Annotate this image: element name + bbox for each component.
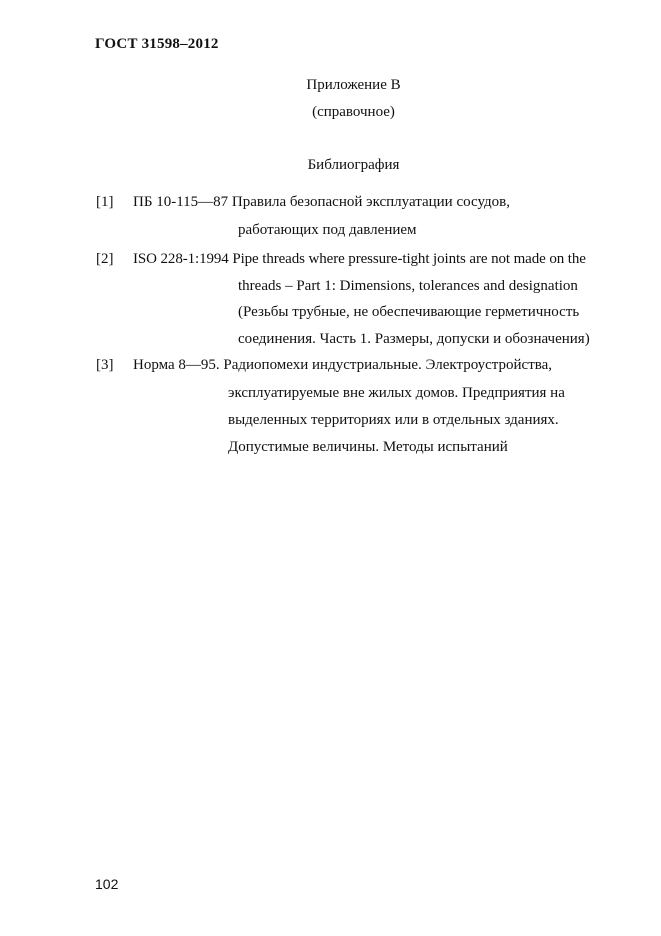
appendix-note: (справочное) — [312, 104, 395, 120]
document-header: ГОСТ 31598–2012 — [95, 36, 219, 52]
entry-line: Допустимые величины. Методы испытаний — [228, 439, 508, 455]
entry-line: threads – Part 1: Dimensions, tolerances and designation — [238, 278, 578, 294]
page-number: 102 — [95, 876, 119, 892]
entry-line: соединения. Часть 1. Размеры, допуски и обозначения) — [238, 331, 590, 347]
entry-line: Норма 8—95. Радиопомехи индустриальные. Электроустройства, — [133, 357, 553, 373]
entry-line: эксплуатируемые вне жилых домов. Предприятия на — [228, 385, 565, 401]
entry-line: (Резьбы трубные, не обеспечивающие герметичность — [238, 304, 580, 320]
entry-line: ПБ 10-115—87 Правила безопасной эксплуатации сосудов, — [133, 194, 510, 210]
entry-number: [3] — [96, 357, 114, 373]
bibliography-title: Библиография — [307, 157, 400, 173]
entry-number: [2] — [96, 251, 114, 267]
entry-number: [1] — [96, 194, 114, 210]
entry-line: выделенных территориях или в отдельных зданиях. — [228, 412, 559, 428]
entry-line: ISO 228-1:1994 Pipe threads where pressure-tight joints are not made on the — [133, 251, 586, 267]
appendix-title: Приложение В — [306, 77, 401, 93]
entry-line: работающих под давлением — [238, 222, 417, 238]
